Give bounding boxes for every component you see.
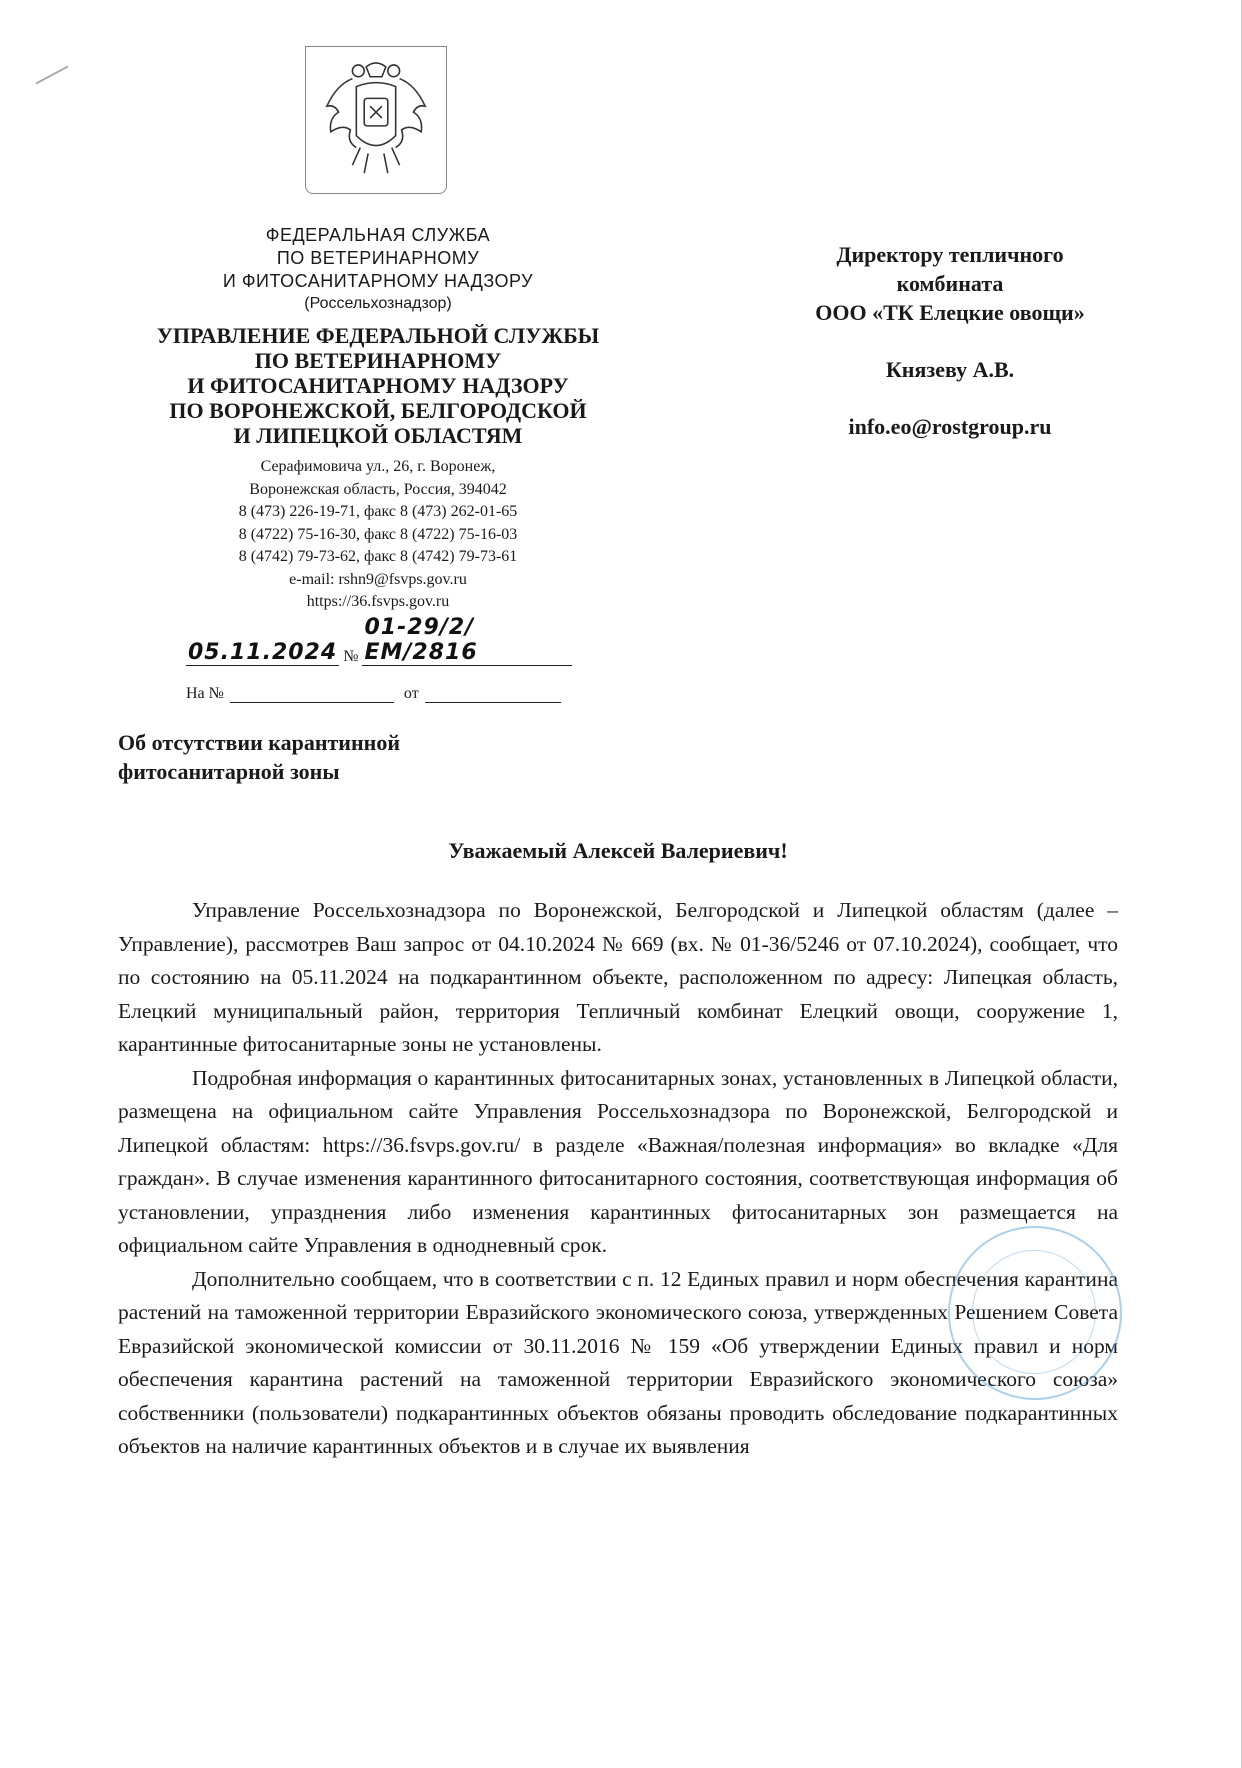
coat-of-arms-frame [305, 46, 447, 194]
department-line: И ФИТОСАНИТАРНОМУ НАДЗОРУ [187, 373, 569, 398]
contact-details [118, 456, 638, 614]
scan-artifact [36, 66, 69, 85]
body-paragraph: Управление Россельхознадзора по Воронежской, Белгородской и Липецкой областям (далее – Управление), рассмотрев Ваш запрос от 04.10.2024 № 669 (вх. № 01-36/5246 от 07.10.2024), сообщает, что по состоянию на 05.11.2024 на подкарантинном объекте, расположенном по адресу: Липецкая область, Елецкий муниципальный район, территория Тепличный комбинат Елецкий овощи, сооружение 1, карантинные фитосанитарные зоны не установлены. [118, 898, 1118, 1056]
department-line: ПО ВЕТЕРИНАРНОМУ [254, 348, 502, 373]
letter-body [118, 894, 1118, 1464]
agency-line: И ФИТОСАНИТАРНОМУ НАДЗОРУ [222, 271, 534, 291]
salutation: Уважаемый Алексей Валериевич! [448, 838, 788, 863]
agency-line: ПО ВЕТЕРИНАРНОМУ [276, 248, 480, 268]
agency-line: ФЕДЕРАЛЬНАЯ СЛУЖБА [265, 225, 491, 245]
department-name [118, 323, 638, 448]
body-paragraph: Дополнительно сообщаем, что в соответствии с п. 12 Единых правил и норм обеспечения карантина растений на таможенной территории Евразийского экономического союза, утвержденных Решением Совета Евразийской экономической комиссии от 30.11.2016 № 159 «Об утверждении Единых правил и норм обеспечения карантина растений на таможенной территории Евразийского экономического союза» собственники (пользователи) подкарантинных объектов обязаны проводить обследование подкарантинных объектов на наличие карантинных объектов и в случае их выявления [118, 1266, 1118, 1458]
reference-number-blank [230, 684, 394, 703]
registration-line [186, 615, 572, 666]
department-line: И ЛИПЕЦКОЙ ОБЛАСТЯМ [233, 423, 523, 448]
email-line: e-mail: rshn9@fsvps.gov.ru [289, 570, 467, 588]
registration-date: 05.11.2024 [188, 640, 338, 665]
addressee-line: ООО «ТК Елецкие овощи» [815, 300, 1085, 325]
phone-line: 8 (4742) 79-73-62, факс 8 (4742) 79-73-61 [238, 548, 518, 565]
address-line: Воронежская область, Россия, 394042 [249, 480, 507, 498]
department-line: УПРАВЛЕНИЕ ФЕДЕРАЛЬНОЙ СЛУЖБЫ [156, 323, 600, 348]
letter-subject [118, 728, 538, 786]
sender-block [118, 224, 638, 614]
seal-inner-ring [972, 1250, 1096, 1374]
coat-of-arms-icon [317, 57, 435, 183]
reference-number-label: На № [186, 685, 224, 702]
reference-line [186, 684, 572, 703]
round-seal-icon [948, 1226, 1122, 1400]
addressee-email: info.eo@rostgroup.ru [848, 414, 1052, 439]
address-line: Серафимовича ул., 26, г. Воронеж, [260, 458, 496, 475]
agency-name [118, 224, 638, 315]
subject-line: фитосанитарной зоны [118, 759, 340, 784]
reference-date-label: от [403, 685, 419, 702]
registration-number: 01-29/2/ЕМ/2816 [362, 615, 572, 666]
phone-line: 8 (473) 226-19-71, факс 8 (473) 262-01-65 [238, 503, 518, 520]
addressee-block [770, 240, 1130, 441]
body-paragraph: Подробная информация о карантинных фитосанитарных зонах, установленных в Липецкой области, размещена на официальном сайте Управления Россельхознадзора по Воронежской, Белгородской и Липецкой областям: https://36.fsvps.gov.ru/ в разделе «Важная/полезная информация» во вкладке «Для граждан». В случае изменения карантинного фитосанитарного состояния, соответствующая информация об установлении, упразднения либо изменения карантинных фитосанитарных зон размещается на официальном сайте Управления в однодневный срок. [118, 1065, 1118, 1257]
agency-short-name: (Россельхознадзор) [304, 295, 452, 312]
website-line: https://36.fsvps.gov.ru [306, 593, 450, 610]
addressee-line: Директору тепличного [836, 242, 1064, 267]
subject-line: Об отсутствии карантинной [118, 730, 401, 755]
addressee-name: Князеву А.В. [885, 357, 1015, 382]
reference-date-blank [425, 684, 561, 703]
department-line: ПО ВОРОНЕЖСКОЙ, БЕЛГОРОДСКОЙ [169, 398, 587, 423]
addressee-line: комбината [896, 271, 1004, 296]
phone-line: 8 (4722) 75-16-30, факс 8 (4722) 75-16-03 [238, 525, 518, 543]
number-sign: № [343, 648, 359, 665]
